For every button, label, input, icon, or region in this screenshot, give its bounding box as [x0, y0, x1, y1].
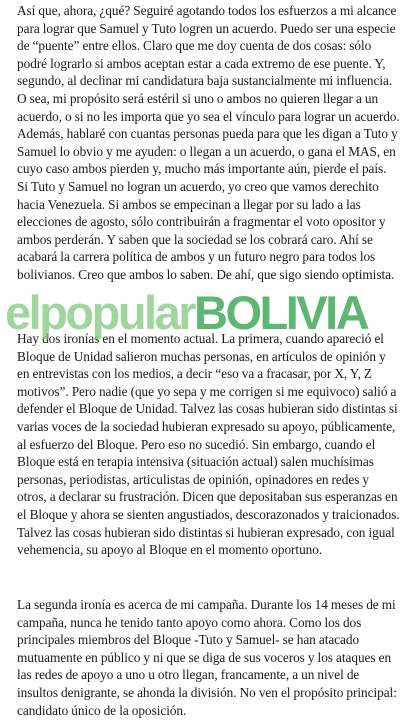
- article-paragraph-1: Así que, ahora, ¿qué? Seguiré agotando todos los esfuerzos a mi alcance para lograr que Samuel y Tuto logren un acuerdo. Puedo ser una especie de “puente” entre ellos. Claro que me doy cuenta de dos cosas: sólo podré lograrlo si ambos aceptan estar a cada extremo de ese puente. Y, segundo, al declinar mi candidatura baja sustancialmente mi influencia. O sea, mi propósito será estéril si uno o ambos no quieren llegar a un acuerdo, o si no les importa que yo sea el vínculo para lograr un acuerdo. Además, hablaré con cuantas personas pueda para que les digan a Tuto y Samuel lo obvio y me ayuden: o llegan a un acuerdo, o gana el MAS, en cuyo caso ambos pierden y, mucho más importante aún, pierde el país. Si Tuto y Samuel no logran un acuerdo, yo creo que vamos derechito hacia Venezuela. Si ambos se empecinan a llegar por su lado a las elecciones de agosto, sólo contribuirán a fragmentar el voto opositor y ambos perderán. Y saben que la sociedad se los cobrará caro. Ahí se acabará la carrera política de ambos y un futuro negro para todos los bolivianos. Creo que ambos lo saben. De ahí, que sigo siendo optimista.: [17, 3, 400, 282]
- watermark-brand-text: elpopular: [5, 286, 195, 339]
- article-paragraph-2: Hay dos ironías en el momento actual. La primera, cuando apareció el Bloque de Unidad salieron muchas personas, en artículos de opinión y en entrevistas con los medios, a decir “eso va a fracasar, por X, Y, Z motivos”. Pero nadie (que yo sepa y me corrigen si me equivoco) salió a defender el Bloque de Unidad. Talvez las cosas hubieran sido distintas si varias voces de la sociedad hubieran expresado su apoyo, públicamente, al esfuerzo del Bloque. Pero eso no sucedió. Sin embargo, cuando el Bloque está en terapia intensiva (situación actual) salen muchísimas personas, periodistas, articulistas de opinión, opinadores en redes y otros, a declarar su frustración. Dicen que depositaban sus esperanzas en el Bloque y ahora se sienten angustiados, descorazonados y traicionados. Talvez las cosas hubieran sido distintas si hubieran expresado, con igual vehemencia, su apoyo al Bloque en el momento oportuno.: [17, 331, 400, 558]
- watermark-country-text: BOLIVIA: [194, 286, 368, 339]
- article-paragraph-3: La segunda ironía es acerca de mi campaña. Durante los 14 meses de mi campaña, nunca he tenido tanto apoyo como ahora. Como los dos principales miembros del Bloque -Tuto y Samuel- se han atacado mutuamente en público y ni que se diga de sus voceros y los ataques en las redes de apoyo a uno u otro llegan, francamente, a un nivel de insultos denigrante, se ahonda la división. No ven el propósito principal: candidato único de la oposición.: [17, 597, 397, 718]
